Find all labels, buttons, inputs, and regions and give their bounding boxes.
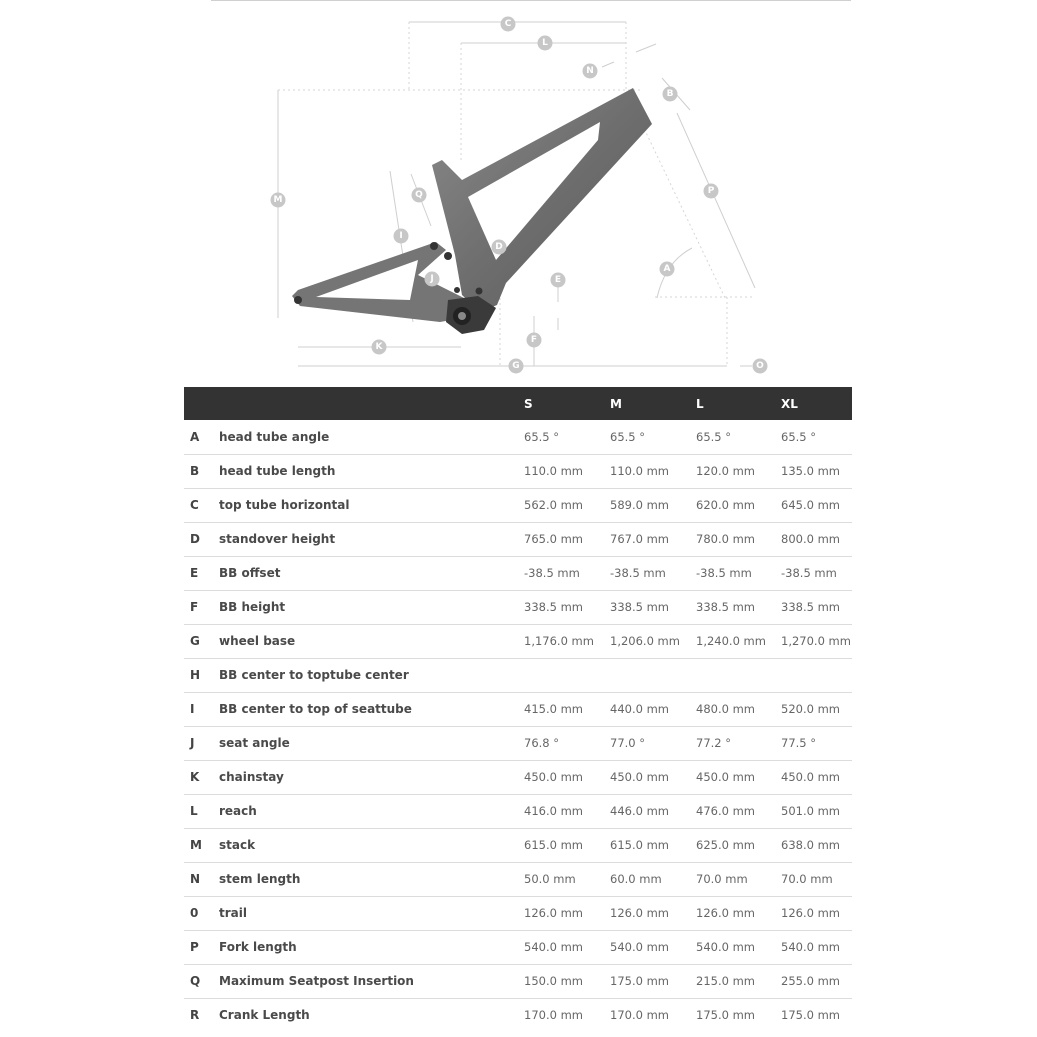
row-name: chainstay [219, 770, 284, 784]
row-value: 562.0 mm [524, 498, 583, 512]
table-row [184, 828, 852, 862]
row-name: BB height [219, 600, 286, 614]
row-value: 255.0 mm [781, 974, 840, 988]
row-value: 77.2 ° [696, 736, 732, 750]
row-code: E [190, 566, 199, 580]
row-value: 765.0 mm [524, 532, 583, 546]
svg-text:E: E [554, 275, 562, 285]
row-value: 65.5 ° [781, 429, 817, 444]
row-value: 338.5 mm [610, 600, 669, 614]
row-value: 625.0 mm [696, 838, 755, 852]
row-code: J [190, 736, 195, 750]
row-name: Crank Length [219, 1008, 310, 1023]
row-code: G [190, 634, 200, 648]
row-value: 70.0 mm [781, 872, 833, 886]
row-name: BB center to toptube center [219, 668, 409, 682]
row-value: 77.0 ° [610, 736, 646, 750]
svg-text:D: D [495, 242, 503, 252]
geometry-table-header [184, 387, 852, 420]
row-value: 501.0 mm [781, 804, 840, 818]
table-row [184, 658, 852, 692]
row-value: 645.0 mm [781, 498, 840, 512]
row-value: 800.0 mm [781, 532, 840, 546]
row-code: 0 [190, 906, 199, 920]
badge-m [271, 193, 286, 208]
svg-text:Q: Q [415, 190, 423, 200]
row-value: 540.0 mm [610, 940, 669, 954]
row-code: R [190, 1008, 200, 1023]
row-value: -38.5 mm [610, 566, 666, 580]
badge-g [509, 359, 524, 374]
row-name: standover height [219, 532, 336, 546]
row-code: A [190, 429, 200, 444]
svg-text:C: C [504, 19, 512, 29]
geometry-table [184, 387, 852, 1032]
badge-j [425, 272, 440, 287]
row-value: 170.0 mm [610, 1008, 669, 1023]
table-row [184, 692, 852, 726]
row-value: 175.0 mm [696, 1008, 755, 1023]
row-value: 126.0 mm [781, 906, 840, 920]
row-value: 50.0 mm [524, 872, 576, 886]
svg-text:G: G [512, 361, 520, 371]
row-name: reach [219, 804, 257, 818]
row-code: L [190, 804, 198, 818]
row-value: 589.0 mm [610, 498, 669, 512]
row-value: 60.0 mm [610, 872, 662, 886]
row-code: F [190, 600, 199, 614]
header-size-xl: XL [781, 396, 798, 411]
table-row [184, 420, 852, 454]
row-value: 126.0 mm [610, 906, 669, 920]
row-name: wheel base [219, 634, 296, 648]
row-value: -38.5 mm [696, 566, 752, 580]
svg-text:J: J [430, 274, 434, 284]
row-name: Fork length [219, 940, 297, 954]
row-name: trail [219, 906, 247, 920]
svg-text:P: P [707, 186, 715, 196]
row-value: 416.0 mm [524, 804, 583, 818]
row-value: 338.5 mm [696, 600, 755, 614]
badge-p [704, 184, 719, 199]
row-name: Maximum Seatpost Insertion [219, 974, 414, 988]
badge-k [372, 340, 387, 355]
row-value: 126.0 mm [696, 906, 755, 920]
row-value: 450.0 mm [696, 770, 755, 784]
row-code: I [190, 702, 195, 716]
row-value: 110.0 mm [524, 464, 583, 478]
header-code [184, 387, 219, 420]
header-size-l: L [696, 396, 704, 411]
row-code: M [190, 838, 202, 852]
row-name: BB center to top of seattube [219, 702, 412, 716]
table-row [184, 930, 852, 964]
row-value: 540.0 mm [524, 940, 583, 954]
row-value: 446.0 mm [610, 804, 669, 818]
row-value: 110.0 mm [610, 464, 669, 478]
row-code: H [190, 668, 201, 682]
table-row [184, 590, 852, 624]
row-value: 540.0 mm [781, 940, 840, 954]
row-name: stack [219, 838, 256, 852]
header-size-s: S [524, 396, 533, 411]
badge-d [492, 240, 507, 255]
row-value: 780.0 mm [696, 532, 755, 546]
table-row [184, 556, 852, 590]
row-value: 615.0 mm [524, 838, 583, 852]
badge-l [538, 36, 553, 51]
header-size-m: M [610, 396, 622, 411]
row-value: 170.0 mm [524, 1008, 583, 1023]
row-value: 615.0 mm [610, 838, 669, 852]
svg-text:L: L [542, 38, 548, 48]
badge-c [501, 17, 516, 32]
table-row [184, 964, 852, 998]
svg-text:I: I [399, 231, 403, 241]
table-row [184, 522, 852, 556]
row-value: 150.0 mm [524, 974, 583, 988]
badge-f [527, 333, 542, 348]
row-code: K [190, 770, 200, 784]
row-value: -38.5 mm [524, 566, 580, 580]
row-value: 77.5 ° [781, 736, 817, 750]
row-value: 126.0 mm [524, 906, 583, 920]
table-row [184, 998, 852, 1032]
row-code: P [190, 940, 199, 954]
table-row [184, 488, 852, 522]
row-value: 480.0 mm [696, 702, 755, 716]
row-value: 65.5 ° [696, 429, 732, 444]
table-row [184, 454, 852, 488]
row-value: 520.0 mm [781, 702, 840, 716]
row-value: 1,176.0 mm [524, 634, 594, 648]
row-value: 638.0 mm [781, 838, 840, 852]
row-value: 65.5 ° [610, 429, 646, 444]
row-value: 65.5 ° [524, 429, 560, 444]
svg-text:A: A [663, 264, 671, 274]
badge-n [583, 64, 598, 79]
row-value: 450.0 mm [610, 770, 669, 784]
row-code: Q [190, 974, 201, 988]
row-name: top tube horizontal [219, 498, 350, 512]
row-value [602, 658, 688, 692]
table-row [184, 624, 852, 658]
row-value: 215.0 mm [696, 974, 755, 988]
geometry-table-body [184, 420, 852, 1032]
header-name [219, 387, 516, 420]
bike-frame [292, 88, 652, 334]
badge-o [753, 359, 768, 374]
row-name: BB offset [219, 566, 281, 580]
row-value: 338.5 mm [524, 600, 583, 614]
row-code: B [190, 464, 200, 478]
row-code: N [190, 872, 201, 886]
row-value: 540.0 mm [696, 940, 755, 954]
row-value: 135.0 mm [781, 464, 840, 478]
row-value: 1,206.0 mm [610, 634, 680, 648]
row-value: 415.0 mm [524, 702, 583, 716]
row-value: 76.8 ° [524, 736, 560, 750]
svg-text:O: O [756, 361, 764, 371]
row-value: 175.0 mm [781, 1008, 840, 1023]
row-value: 175.0 mm [610, 974, 669, 988]
row-value: 440.0 mm [610, 702, 669, 716]
row-value: 767.0 mm [610, 532, 669, 546]
row-value [688, 658, 773, 692]
row-value [516, 658, 602, 692]
row-value: 450.0 mm [781, 770, 840, 784]
svg-text:N: N [586, 66, 594, 76]
row-value: 620.0 mm [696, 498, 755, 512]
table-row [184, 794, 852, 828]
svg-text:M: M [273, 195, 283, 205]
svg-text:F: F [530, 335, 538, 345]
row-code: D [190, 532, 200, 546]
row-code: C [190, 498, 199, 512]
badge-e [551, 273, 566, 288]
row-value: 70.0 mm [696, 872, 748, 886]
badge-i [394, 229, 409, 244]
row-name: seat angle [219, 736, 290, 750]
row-value: 450.0 mm [524, 770, 583, 784]
frame-geometry-diagram [0, 0, 1037, 385]
badge-b [663, 87, 678, 102]
table-row [184, 862, 852, 896]
table-row [184, 726, 852, 760]
table-row [184, 896, 852, 930]
row-value: 1,270.0 mm [781, 634, 851, 648]
row-value: 476.0 mm [696, 804, 755, 818]
row-value: 1,240.0 mm [696, 634, 766, 648]
row-name: head tube length [219, 464, 336, 478]
svg-text:K: K [375, 342, 383, 352]
svg-text:B: B [666, 89, 674, 99]
badge-a [660, 262, 675, 277]
badge-q [412, 188, 427, 203]
row-value [773, 658, 852, 692]
row-name: stem length [219, 872, 301, 886]
row-value: 338.5 mm [781, 600, 840, 614]
table-row [184, 760, 852, 794]
row-value: -38.5 mm [781, 566, 837, 580]
row-name: head tube angle [219, 429, 330, 444]
row-value: 120.0 mm [696, 464, 755, 478]
